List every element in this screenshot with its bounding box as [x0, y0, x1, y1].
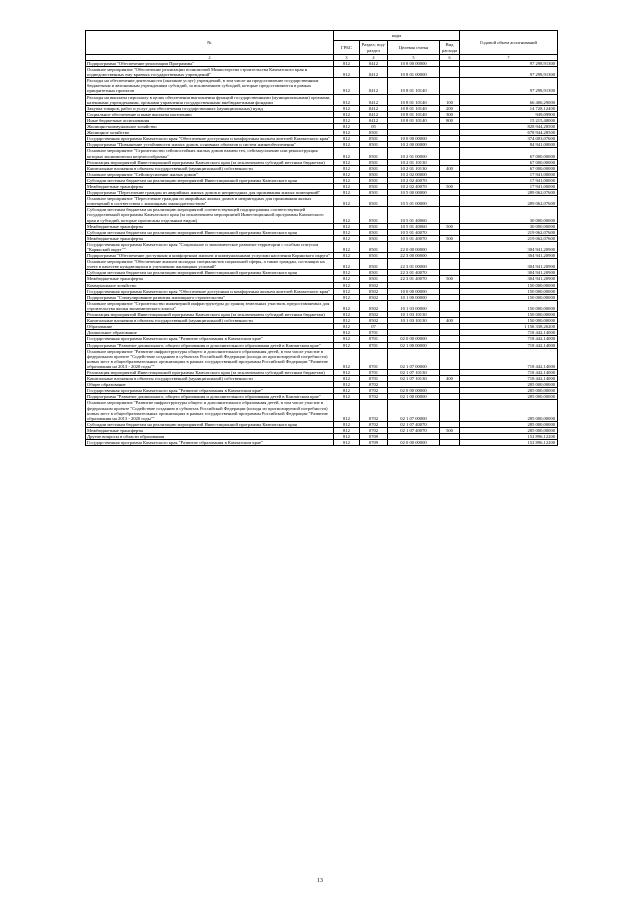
row-razdel: 07 [360, 324, 388, 330]
row-amount: 219 062,07600 [460, 229, 558, 235]
column-index: 6 [440, 55, 460, 61]
row-razdel: 0501 [360, 171, 388, 177]
row-target-article: 10 8 01 10140 [388, 111, 440, 117]
row-amount: 304 941,20900 [460, 270, 558, 276]
row-target-article: 22 3 01 40070 [388, 276, 440, 282]
header-csr: Целевая статья [388, 41, 440, 55]
row-target-article: 10 2 02 40070 [388, 183, 440, 189]
row-expense-type: 500 [440, 276, 460, 282]
table-row [86, 148, 558, 159]
row-razdel: 0502 [360, 300, 388, 311]
row-name: Основное мероприятие "Развитие инфраструктуры общего и дополнительного образования детей, в том числе участие в федеральном проекте "Содействие созданию в субъектах Российской Федерации (исходя из прогнозируемой потребности) новых мест в общеобразовательных организациях в рамках государственной программы Российской Федерации "Развитие образования на 2013 - 2020 годы"" [86, 348, 334, 369]
row-amount: 289 062,07600 [460, 190, 558, 196]
table-row [86, 400, 558, 421]
row-razdel: 0502 [360, 294, 388, 300]
row-name: Образование [86, 324, 334, 330]
row-name: Межбюджетные трансферты [86, 427, 334, 433]
row-razdel: 0412 [360, 117, 388, 123]
row-name: Иные бюджетные ассигнования [86, 117, 334, 123]
row-target-article: 10 5 01 00000 [388, 196, 440, 207]
row-target-article: 02 0 00 00000 [388, 440, 440, 446]
row-grbs: 812 [334, 440, 360, 446]
row-grbs: 812 [334, 124, 360, 130]
row-name: Подпрограмма "Повышение устойчивости жилых домов, основных объектов и систем жизнеобеспечения" [86, 142, 334, 148]
row-target-article: 10 8 01 10140 [388, 105, 440, 111]
row-name: Субсидии местным бюджетам на реализацию мероприятий Инвестиционной программы Камчатского края [86, 177, 334, 183]
row-amount: 285 000,00000 [460, 400, 558, 421]
row-grbs: 812 [334, 148, 360, 159]
row-grbs: 812 [334, 183, 360, 189]
header-grbs: ГРБС [334, 41, 360, 55]
table-body [86, 55, 558, 446]
row-name: Расходы на обеспечение деятельности (оказание услуг) учреждений, в том числе на предоставление государственным бюджетным и автономным учреждениям субсидий, за исключением субсидий, которые предоставляются в рамках приоритетных проектов [86, 78, 334, 94]
row-name: Межбюджетные трансферты [86, 276, 334, 282]
row-amount: 150 000,00000 [460, 312, 558, 318]
row-grbs: 812 [334, 105, 360, 111]
page-number: 13 [317, 878, 323, 884]
row-name: Государственная программа Камчатского края "Обеспечение доступным и комфортным жильем жителей Камчатского края" [86, 136, 334, 142]
row-expense-type: 800 [440, 117, 460, 123]
row-razdel: 0501 [360, 130, 388, 136]
row-name: Основное мероприятие "Переселение граждан из аварийных жилых домов и непригодных для проживания жилых помещений в соответствии с жилищным законодательством" [86, 196, 334, 207]
row-amount: 97 298,91300 [460, 78, 558, 94]
row-expense-type [440, 259, 460, 270]
row-name: Субсидии местным бюджетам на реализацию мероприятий Инвестиционной программы Камчатского края [86, 229, 334, 235]
row-razdel: 0412 [360, 94, 388, 105]
row-grbs: 812 [334, 330, 360, 336]
row-target-article: 10 8 01 00000 [388, 67, 440, 78]
row-expense-type: 400 [440, 165, 460, 171]
row-target-article: 02 1 07 40070 [388, 421, 440, 427]
row-name: Капитальные вложения в объекты государственной (муниципальной) собственности [86, 318, 334, 324]
row-expense-type: 500 [440, 235, 460, 241]
row-razdel: 0501 [360, 259, 388, 270]
row-razdel: 0501 [360, 165, 388, 171]
row-razdel: 0701 [360, 376, 388, 382]
row-target-article: 10 1 03 10130 [388, 312, 440, 318]
row-grbs: 812 [334, 223, 360, 229]
row-name: Социальное обеспечение и иные выплаты населению [86, 111, 334, 117]
row-target-article: 22 0 00 00000 [388, 241, 440, 252]
row-name: Основное мероприятие "Строительство сейсмостойких жилых домов взамен тех, сейсмоусиление или реконструкция которых экономически нецелесообразны" [86, 148, 334, 159]
row-name: Подпрограмма "Переселение граждан из аварийных жилых домов и непригодных для проживания жилых помещений" [86, 190, 334, 196]
row-expense-type [440, 400, 460, 421]
row-grbs: 812 [334, 394, 360, 400]
row-target-article: 10 1 03 00000 [388, 300, 440, 311]
row-amount: 67 000,00000 [460, 165, 558, 171]
row-grbs: 812 [334, 171, 360, 177]
row-grbs: 812 [334, 196, 360, 207]
row-amount: 17 941,00000 [460, 171, 558, 177]
row-target-article: 22 3 01 40070 [388, 270, 440, 276]
row-razdel: 0702 [360, 388, 388, 394]
row-name: Реализация мероприятий Инвестиционной программы Камчатского края (за исключением субсидий местным бюджетам) [86, 312, 334, 318]
table-row [86, 348, 558, 369]
row-amount: 828 944,28500 [460, 124, 558, 130]
row-amount: 150 000,00000 [460, 318, 558, 324]
row-amount: 304 941,20900 [460, 241, 558, 252]
row-amount: 30 000,00000 [460, 223, 558, 229]
row-target-article: 10 2 02 00000 [388, 171, 440, 177]
row-name: Дошкольное образование [86, 330, 334, 336]
row-amount: 718 442,14000 [460, 336, 558, 342]
row-razdel: 0501 [360, 235, 388, 241]
row-grbs: 812 [334, 300, 360, 311]
row-grbs: 812 [334, 94, 360, 105]
header-number: № [86, 31, 334, 55]
row-name: Основное мероприятие "Обеспечение жильем молодых специалистов социальной сферы, а также граждан, состоящих на учете в качестве нуждающихся в улучшении жилищных условий" [86, 259, 334, 270]
row-target-article: 22 3 00 00000 [388, 253, 440, 259]
row-grbs: 812 [334, 177, 360, 183]
row-razdel: 0702 [360, 421, 388, 427]
row-amount: 285 000,00000 [460, 382, 558, 388]
row-razdel: 0709 [360, 434, 388, 440]
row-grbs: 812 [334, 136, 360, 142]
row-grbs: 812 [334, 282, 360, 288]
row-target-article: 10 5 01 40070 [388, 235, 440, 241]
row-razdel: 0501 [360, 159, 388, 165]
column-index: 4 [360, 55, 388, 61]
row-target-article: 10 2 02 40070 [388, 177, 440, 183]
row-name: Общее образование [86, 382, 334, 388]
row-amount: 285 000,00000 [460, 427, 558, 433]
row-target-article: 10 2 00 00000 [388, 142, 440, 148]
row-target-article: 10 1 00 00000 [388, 294, 440, 300]
row-target-article: 10 1 03 10130 [388, 318, 440, 324]
row-name: Расходы на выплаты персоналу в целях обеспечения выполнения функций государственными (муниципальными) органами, казенными учреждениями, органами управления государственными внебюджетными фондами [86, 94, 334, 105]
row-grbs: 812 [334, 270, 360, 276]
row-grbs: 812 [334, 336, 360, 342]
row-amount: 219 062,07600 [460, 235, 558, 241]
row-grbs: 812 [334, 342, 360, 348]
row-razdel: 0502 [360, 318, 388, 324]
row-razdel: 0412 [360, 105, 388, 111]
row-razdel: 0501 [360, 142, 388, 148]
row-razdel: 0501 [360, 196, 388, 207]
table-row [86, 300, 558, 311]
row-expense-type [440, 207, 460, 223]
row-razdel: 0701 [360, 369, 388, 375]
row-razdel: 0501 [360, 229, 388, 235]
row-expense-type: 200 [440, 105, 460, 111]
budget-table-sheet [85, 30, 557, 446]
header-razdel: Раздел, под-раздел [360, 41, 388, 55]
row-grbs: 812 [334, 348, 360, 369]
header-row-codes [86, 31, 558, 41]
table-row [86, 259, 558, 270]
row-target-article: 10 2 01 10130 [388, 159, 440, 165]
row-name: Основное мероприятие "Развитие инфраструктуры общего и дополнительного образования детей, в том числе участие в федеральном проекте "Содействие созданию в субъектах Российской Федерации (исходя из прогнозируемой потребности) новых мест в общеобразовательных организациях в рамках государственной программы Российской Федерации "Развитие образования на 2013 - 2020 годы"" [86, 400, 334, 421]
row-target-article: 10 2 01 10130 [388, 165, 440, 171]
row-name: Другие вопросы в области образования [86, 434, 334, 440]
row-target-article: 02 1 07 10130 [388, 376, 440, 382]
row-target-article: 02 1 00 00000 [388, 394, 440, 400]
row-grbs: 812 [334, 369, 360, 375]
row-expense-type: 300 [440, 111, 460, 117]
row-expense-type [440, 300, 460, 311]
row-razdel: 0702 [360, 382, 388, 388]
column-index: 5 [388, 55, 440, 61]
row-grbs: 812 [334, 241, 360, 252]
row-grbs: 812 [334, 318, 360, 324]
row-target-article: 10 5 01 40070 [388, 229, 440, 235]
row-razdel: 0501 [360, 136, 388, 142]
column-index: 7 [460, 55, 558, 61]
row-amount: 17 941,00000 [460, 183, 558, 189]
row-name: Коммунальное хозяйство [86, 282, 334, 288]
row-name: Межбюджетные трансферты [86, 183, 334, 189]
row-name: Субсидии местным бюджетам на реализацию мероприятий Инвестиционной программы Камчатского края [86, 421, 334, 427]
row-grbs: 812 [334, 253, 360, 259]
row-amount: 374 003,07600 [460, 136, 558, 142]
header-amount: Годовой объем ассигнований [460, 31, 558, 55]
row-target-article: 02 1 07 10130 [388, 369, 440, 375]
row-razdel: 0701 [360, 348, 388, 369]
row-razdel: 0702 [360, 427, 388, 433]
row-name: Государственная программа Камчатского края "Социальное и экономическое развитие территории с особым статусом "Корякский округ"" [86, 241, 334, 252]
row-grbs: 812 [334, 259, 360, 270]
row-target-article: 10 0 00 00000 [388, 288, 440, 294]
row-grbs: 812 [334, 324, 360, 330]
row-amount: 97 298,91300 [460, 67, 558, 78]
row-razdel: 0501 [360, 270, 388, 276]
row-razdel: 0502 [360, 282, 388, 288]
row-target-article: 10 8 01 10140 [388, 78, 440, 94]
row-amount: 67 000,00000 [460, 159, 558, 165]
row-amount: 718 442,14000 [460, 330, 558, 336]
row-razdel: 0701 [360, 336, 388, 342]
row-amount: 718 442,14000 [460, 348, 558, 369]
row-grbs: 812 [334, 235, 360, 241]
row-target-article: 10 2 01 00000 [388, 148, 440, 159]
row-grbs: 812 [334, 376, 360, 382]
row-grbs: 812 [334, 434, 360, 440]
row-razdel: 0702 [360, 394, 388, 400]
row-name: Государственная программа Камчатского края "Развитие образования в Камчатском крае" [86, 336, 334, 342]
row-razdel: 0412 [360, 61, 388, 67]
row-grbs: 812 [334, 294, 360, 300]
row-amount: 66 406,29000 [460, 94, 558, 105]
row-name: Подпрограмма "Развитие дошкольного, общего образования и дополнительного образования детей в Камчатском крае" [86, 342, 334, 348]
row-grbs: 812 [334, 142, 360, 148]
row-expense-type [440, 78, 460, 94]
row-expense-type [440, 348, 460, 369]
row-expense-type: 400 [440, 318, 460, 324]
table-row [86, 207, 558, 223]
row-razdel: 0501 [360, 177, 388, 183]
row-grbs: 812 [334, 111, 360, 117]
table-row [86, 241, 558, 252]
column-index: 3 [334, 55, 360, 61]
row-expense-type: 400 [440, 376, 460, 382]
row-amount: 30 000,00000 [460, 207, 558, 223]
row-grbs: 812 [334, 421, 360, 427]
row-target-article: 10 0 00 00000 [388, 136, 440, 142]
row-target-article: 02 1 07 40070 [388, 427, 440, 433]
row-name: Государственная программа Камчатского края "Развитие образования в Камчатском крае" [86, 388, 334, 394]
row-amount: 97 298,91300 [460, 61, 558, 67]
row-amount: 304 941,20900 [460, 276, 558, 282]
row-name: Основное мероприятие "Сейсмоусиление жилых домов" [86, 171, 334, 177]
row-razdel: 0501 [360, 241, 388, 252]
row-amount: 84 941,00000 [460, 142, 558, 148]
row-grbs: 812 [334, 388, 360, 394]
row-name: Подпрограмма "Обеспечение реализации Программы" [86, 61, 334, 67]
row-grbs: 812 [334, 190, 360, 196]
row-name: Государственная программа Камчатского края "Развитие образования в Камчатском крае" [86, 440, 334, 446]
row-grbs: 812 [334, 400, 360, 421]
row-amount: 285 000,00000 [460, 388, 558, 394]
table-row [86, 78, 558, 94]
row-razdel: 0502 [360, 312, 388, 318]
header-codes: коды [334, 31, 460, 41]
row-name: Основное мероприятие "Строительство инженерной инфраструктуры до границ земельных участков, предоставляемых для строительства жилья экономического класса" [86, 300, 334, 311]
row-name: Капитальные вложения в объекты государственной (муниципальной) собственности [86, 165, 334, 171]
row-amount: 718 442,14000 [460, 342, 558, 348]
row-amount: 285 000,00000 [460, 394, 558, 400]
table-row [86, 196, 558, 207]
row-target-article: 22 3 01 00000 [388, 259, 440, 270]
row-amount: 285 000,00000 [460, 421, 558, 427]
column-index: 2 [86, 55, 334, 61]
row-target-article: 10 8 01 10140 [388, 94, 440, 105]
row-name: Реализация мероприятий Инвестиционной программы Камчатского края (за исключением субсидий местным бюджетам) [86, 159, 334, 165]
row-expense-type [440, 196, 460, 207]
row-razdel: 0501 [360, 276, 388, 282]
row-grbs: 812 [334, 427, 360, 433]
row-name: Субсидии местным бюджетам на реализацию мероприятий Инвестиционной программы Камчатского края [86, 270, 334, 276]
row-amount: 1 156 338,26200 [460, 324, 558, 330]
row-name: Подпрограмма "Стимулирование развития жилищного строительства" [86, 294, 334, 300]
row-grbs: 812 [334, 130, 360, 136]
row-amount: 949,09900 [460, 111, 558, 117]
header-vr: Вид расхода [440, 41, 460, 55]
row-name: Подпрограмма "Развитие дошкольного, общего образования и дополнительного образования детей в Камчатском крае" [86, 394, 334, 400]
row-target-article: 10 5 01 40060 [388, 223, 440, 229]
row-grbs: 812 [334, 276, 360, 282]
table-row [86, 440, 558, 446]
row-grbs: 812 [334, 78, 360, 94]
row-razdel: 0501 [360, 183, 388, 189]
row-name: Подпрограмма "Обеспечение доступным и комфортным жильем и коммунальными услугами населения Корякского округа" [86, 253, 334, 259]
row-grbs: 812 [334, 207, 360, 223]
row-amount: 150 000,00000 [460, 294, 558, 300]
row-razdel: 0701 [360, 330, 388, 336]
row-amount: 67 000,00000 [460, 148, 558, 159]
row-target-article: 10 5 00 00000 [388, 190, 440, 196]
row-name: Межбюджетные трансферты [86, 223, 334, 229]
row-amount: 150 000,00000 [460, 288, 558, 294]
row-razdel: 0501 [360, 207, 388, 223]
row-expense-type [440, 67, 460, 78]
row-amount: 152 896,12200 [460, 440, 558, 446]
row-name: Основное мероприятие "Обеспечение реализации полномочий Министерства строительства Камчатского края и подведомственных ему краевых государственных учреждений" [86, 67, 334, 78]
row-amount: 289 062,07600 [460, 196, 558, 207]
row-target-article: 02 1 07 00000 [388, 348, 440, 369]
row-razdel: 0701 [360, 342, 388, 348]
row-razdel: 0501 [360, 253, 388, 259]
row-amount: 150 000,00000 [460, 300, 558, 311]
row-amount: 678 944,28500 [460, 130, 558, 136]
row-grbs: 812 [334, 288, 360, 294]
row-name: Закупка товаров, работ и услуг для обеспечения государственных (муниципальных) нужд [86, 105, 334, 111]
table-row [86, 67, 558, 78]
row-name: Жилищно-коммунальное хозяйство [86, 124, 334, 130]
row-razdel: 05 [360, 124, 388, 130]
row-grbs: 812 [334, 67, 360, 78]
row-name: Государственная программа Камчатского края "Обеспечение доступным и комфортным жильем жителей Камчатского края" [86, 288, 334, 294]
row-target-article: 02 1 07 00000 [388, 400, 440, 421]
row-grbs: 812 [334, 312, 360, 318]
row-razdel: 0709 [360, 440, 388, 446]
row-name: Субсидии местным бюджетам на реализацию мероприятий соответствующей подпрограммы соответствующей государственной программы Камчатского края (за исключением мероприятий Инвестиционной программы Камчатского края и субсидий, которые прописаны отдельным видом) [86, 207, 334, 223]
table-row [86, 94, 558, 105]
row-grbs: 812 [334, 117, 360, 123]
row-amount: 15 215,40000 [460, 117, 558, 123]
row-expense-type: 500 [440, 183, 460, 189]
row-expense-type: 100 [440, 94, 460, 105]
row-expense-type: 500 [440, 223, 460, 229]
row-grbs: 812 [334, 229, 360, 235]
row-grbs: 812 [334, 382, 360, 388]
row-amount: 152 896,12200 [460, 434, 558, 440]
row-razdel: 0412 [360, 67, 388, 78]
row-target-article: 10 8 00 00000 [388, 61, 440, 67]
row-razdel: 0412 [360, 78, 388, 94]
row-razdel: 0501 [360, 190, 388, 196]
row-amount: 304 941,20900 [460, 259, 558, 270]
row-expense-type [440, 440, 460, 446]
row-expense-type: 500 [440, 427, 460, 433]
row-expense-type [440, 241, 460, 252]
row-amount: 304 941,20900 [460, 253, 558, 259]
row-target-article: 02 0 00 00000 [388, 336, 440, 342]
row-amount: 17 941,00000 [460, 177, 558, 183]
row-grbs: 812 [334, 165, 360, 171]
row-amount: 718 442,14000 [460, 369, 558, 375]
budget-allocation-table [85, 30, 558, 446]
row-grbs: 812 [334, 61, 360, 67]
row-amount: 718 442,14000 [460, 376, 558, 382]
row-name: Жилищное хозяйство [86, 130, 334, 136]
row-target-article: 10 5 01 40060 [388, 207, 440, 223]
row-name: Межбюджетные трансферты [86, 235, 334, 241]
row-grbs: 812 [334, 159, 360, 165]
row-target-article: 02 1 00 00000 [388, 342, 440, 348]
row-razdel: 0501 [360, 148, 388, 159]
row-razdel: 0702 [360, 400, 388, 421]
row-target-article: 10 8 01 10140 [388, 117, 440, 123]
row-name: Капитальные вложения в объекты государственной (муниципальной) собственности [86, 376, 334, 382]
row-razdel: 0501 [360, 223, 388, 229]
row-razdel: 0502 [360, 288, 388, 294]
row-amount: 14 728,12400 [460, 105, 558, 111]
row-razdel: 0412 [360, 111, 388, 117]
row-amount: 150 000,00000 [460, 282, 558, 288]
row-target-article: 02 0 00 00000 [388, 388, 440, 394]
row-expense-type [440, 148, 460, 159]
row-name: Реализация мероприятий Инвестиционной программы Камчатского края (за исключением субсидий местным бюджетам) [86, 369, 334, 375]
